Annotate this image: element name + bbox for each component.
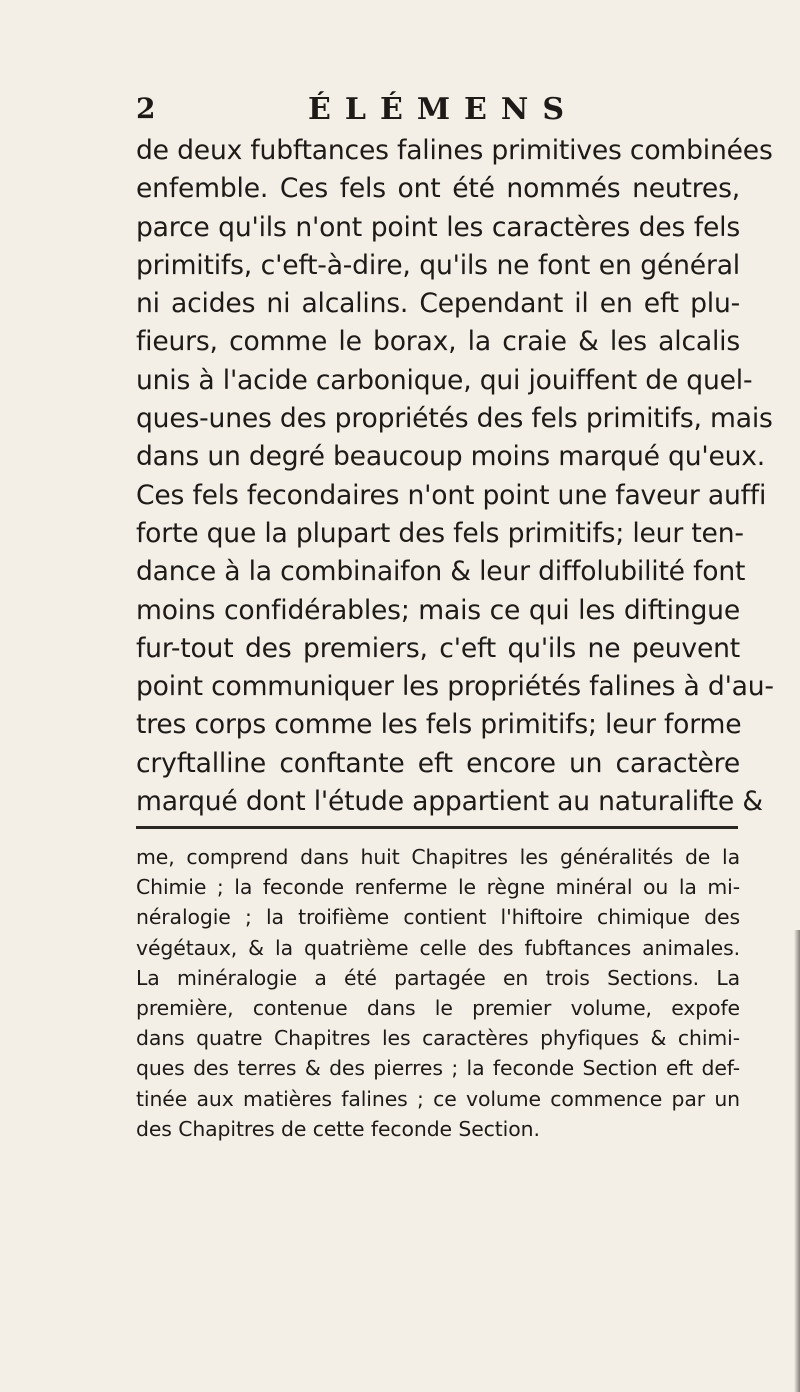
main-text-block [136,132,774,821]
footnote-line: dans quatre Chapitres les caractères phyfiques & chimi- [136,1026,740,1051]
running-head: ÉLÉMENS [308,92,578,127]
footnote-block [136,842,740,1144]
footnote-line: Chimie ; la feconde renferme le règne minéral ou la mi- [136,875,740,900]
text-line: cryftalline conftante eft encore un caractère [136,747,740,779]
text-line: primitifs, c'eft-à-dire, qu'ils ne font en général [136,249,740,281]
text-line: moins confidérables; mais ce qui les diftingue [136,594,740,626]
footnote-line: des Chapitres de cette feconde Section. [136,1116,540,1141]
text-line: dans un degré beaucoup moins marqué qu'eux. [136,441,766,473]
footnote-line: me, comprend dans huit Chapitres les généralités de la [136,845,740,869]
text-line: ni acides ni alcalins. Cependant il en eft plu- [136,288,740,320]
text-line: parce qu'ils n'ont point les caractères des fels [136,211,740,243]
footnote-line: néralogie ; la troifième contient l'hiftoire chimique des [136,905,740,930]
text-line: marqué dont l'étude appartient au naturalifte & [136,786,763,818]
text-line: tres corps comme les fels primitifs; leur forme [136,709,742,741]
footnote-divider [136,826,738,829]
text-line: point communiquer les propriétés falines à d'au- [136,671,774,703]
text-line: unis à l'acide carbonique, qui jouiffent de quel- [136,364,753,396]
text-line: enfemble. Ces fels ont été nommés neutres, [136,173,740,205]
text-line: Ces fels fecondaires n'ont point une faveur auffi [136,479,767,511]
text-line: dance à la combinaifon & leur diffolubilité font [136,556,746,588]
footnote-line: tinée aux matières falines ; ce volume commence par un [136,1086,740,1111]
footnote-line: végétaux, & la quatrième celle des fubftances animales. [136,935,740,960]
text-line: fur-tout des premiers, c'eft qu'ils ne peuvent [136,632,740,664]
footnote-line: ques des terres & des pierres ; la feconde Section eft def- [136,1056,740,1081]
text-line: fieurs, comme le borax, la craie & les alcalis [136,326,740,358]
footnote-line: première, contenue dans le premier volume, expofe [136,996,740,1021]
text-line: de deux fubftances falines primitives combinées [136,135,773,166]
page-header [136,92,696,132]
footnote-line: La minéralogie a été partagée en trois Sections. La [136,965,740,990]
text-line: forte que la plupart des fels primitifs; leur ten- [136,517,744,549]
text-line: ques-unes des propriétés des fels primitifs, mais [136,403,773,435]
page-edge-shadow [794,930,800,1392]
page-number: 2 [136,92,156,125]
